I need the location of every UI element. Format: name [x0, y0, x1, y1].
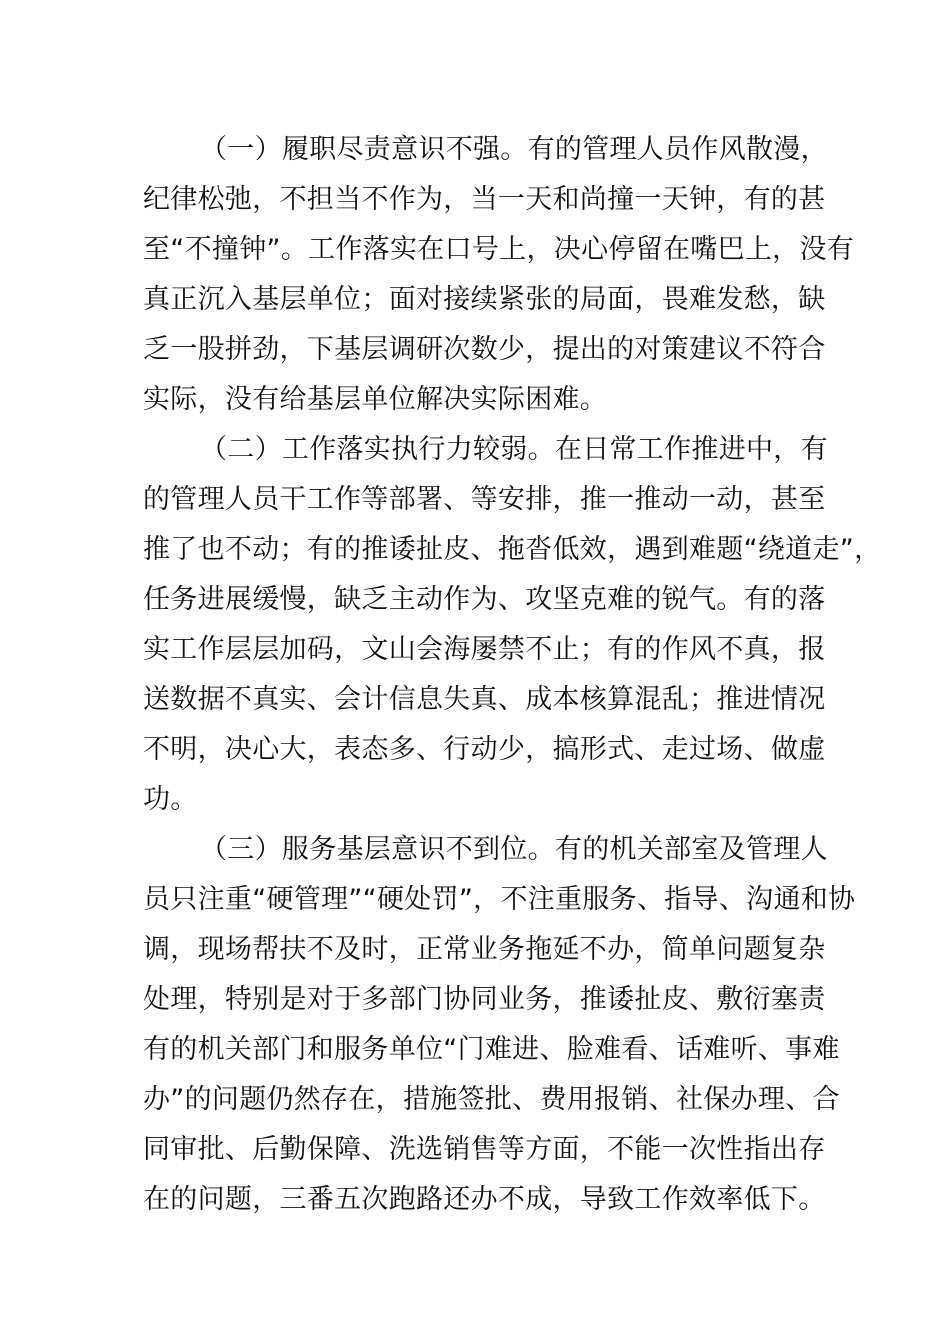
paragraph-1-line-2: 纪律松弛，不担当不作为，当一天和尚撞一天钟，有的甚 — [143, 184, 826, 215]
paragraph-3-line-5: 有的机关部门和服务单位“门难进、脸难看、话难听、事难 — [143, 1034, 840, 1065]
paragraph-2-line-7: 不明，决心大，表态多、行动少，搞形式、走过场、做虚 — [143, 734, 826, 765]
paragraph-1-line-1: （一）履职尽责意识不强。有的管理人员作风散漫， — [200, 134, 828, 165]
paragraph-2-line-3: 推了也不动；有的推诿扯皮、拖沓低效，遇到难题“绕道走”， — [143, 534, 882, 565]
paragraph-3-line-6: 办”的问题仍然存在，措施签批、费用报销、社保办理、合 — [143, 1084, 840, 1115]
paragraph-1-line-4: 真正沉入基层单位；面对接续紧张的局面，畏难发愁，缺 — [143, 284, 826, 315]
paragraph-2-line-5: 实工作层层加码，文山会海屡禁不止；有的作风不真，报 — [143, 634, 826, 665]
paragraph-2-line-1: （二）工作落实执行力较弱。在日常工作推进中，有 — [200, 434, 828, 465]
paragraph-2-line-2: 的管理人员干工作等部署、等安排，推一推动一动，甚至 — [143, 484, 826, 515]
paragraph-2-line-6: 送数据不真实、会计信息失真、成本核算混乱；推进情况 — [143, 684, 826, 715]
paragraph-3-line-3: 调，现场帮扶不及时，正常业务拖延不办，简单问题复杂 — [143, 934, 826, 965]
paragraph-3-line-2: 员只注重“硬管理”“硬处罚”，不注重服务、指导、沟通和协 — [143, 884, 856, 915]
paragraph-1-line-3: 至“不撞钟”。工作落实在口号上，决心停留在嘴巴上，没有 — [143, 234, 855, 265]
paragraph-2-line-8: 功。 — [143, 784, 198, 815]
paragraph-3-line-7: 同审批、后勤保障、洗选销售等方面，不能一次性指出存 — [143, 1134, 826, 1165]
paragraph-3-line-4: 处理，特别是对于多部门协同业务，推诿扯皮、敷衍塞责 — [143, 984, 826, 1015]
paragraph-3-line-8: 在的问题，三番五次跑路还办不成，导致工作效率低下。 — [143, 1184, 826, 1215]
paragraph-1-line-6: 实际，没有给基层单位解决实际困难。 — [143, 384, 608, 415]
paragraph-1-line-5: 乏一股拼劲，下基层调研次数少，提出的对策建议不符合 — [143, 334, 826, 365]
paragraph-3-line-1: （三）服务基层意识不到位。有的机关部室及管理人 — [200, 834, 828, 865]
paragraph-2-line-4: 任务进展缓慢，缺乏主动作为、攻坚克难的锐气。有的落 — [143, 584, 826, 615]
